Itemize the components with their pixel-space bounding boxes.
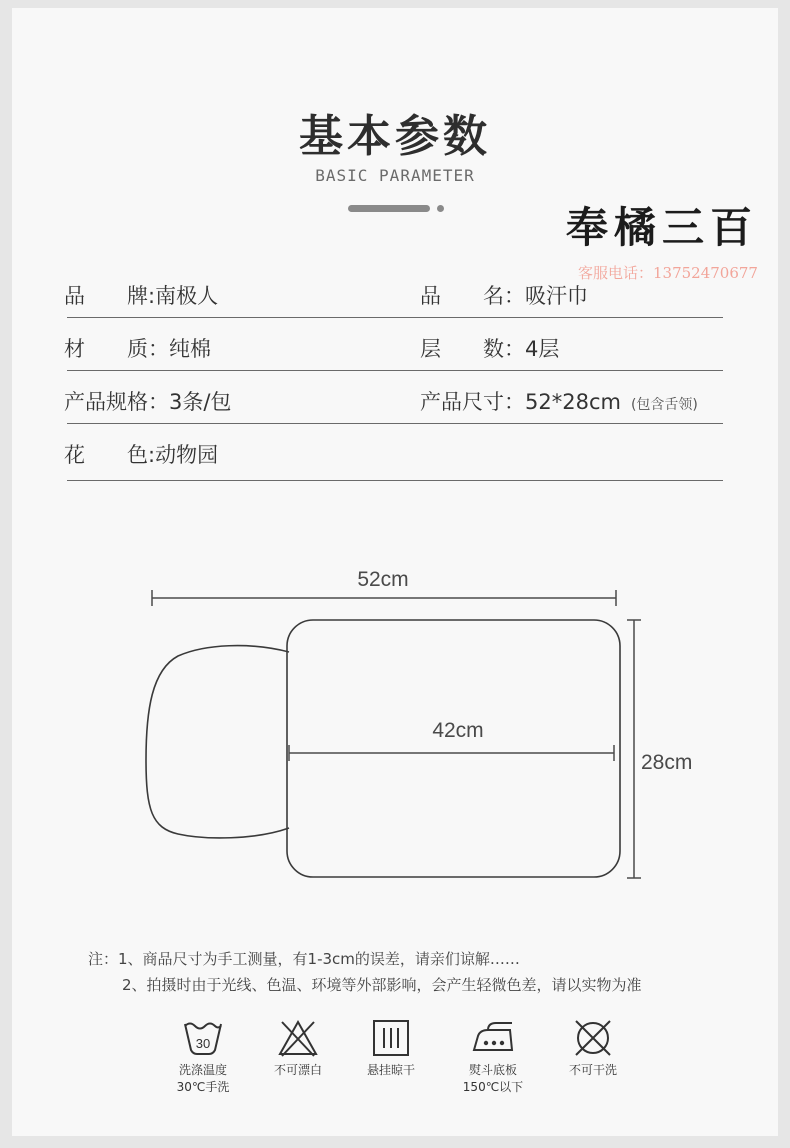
towel-body-outline bbox=[287, 620, 620, 877]
care-hang-label: 悬挂晾干 bbox=[366, 1063, 415, 1077]
care-iron-label-1: 熨斗底板 bbox=[468, 1063, 517, 1077]
param-pattern: 花 色:动物园 bbox=[64, 443, 219, 467]
param-product-name: 品 名：吸汗巾 bbox=[420, 284, 588, 308]
brand-contact: 客服电话：13752470677 bbox=[578, 264, 758, 282]
page-title: 基本参数 bbox=[299, 111, 491, 162]
param-layers: 层 数：4层 bbox=[420, 337, 560, 361]
iron-icon bbox=[468, 1018, 518, 1058]
param-size-note: (包含舌领) bbox=[630, 397, 698, 413]
hand-wash-icon bbox=[181, 1018, 225, 1058]
dimension-total-width bbox=[152, 590, 616, 606]
dimension-total-width-label: 52cm bbox=[357, 568, 409, 591]
care-dryclean-label: 不可干洗 bbox=[568, 1063, 617, 1077]
dimension-height-label: 28cm bbox=[641, 751, 693, 774]
note-line-2: 2、拍摄时由于光线、色温、环境等外部影响，会产生轻微色差，请以实物为准 bbox=[122, 976, 642, 994]
care-iron bbox=[438, 1018, 548, 1096]
brand-logo-text: 奉橘三百 bbox=[566, 203, 759, 252]
param-size bbox=[420, 386, 698, 416]
dimension-body-width bbox=[289, 745, 614, 761]
page-subtitle: BASIC PARAMETER bbox=[315, 166, 475, 185]
care-iron-label-2: 150℃以下 bbox=[462, 1080, 524, 1094]
param-divider-1 bbox=[67, 317, 723, 318]
note-line-1: 注：1、商品尺寸为手工测量，有1-3cm的误差，请亲们谅解…… bbox=[88, 950, 520, 968]
hang-dry-icon bbox=[369, 1018, 413, 1058]
param-brand: 品 牌:南极人 bbox=[64, 284, 219, 308]
param-material: 材 质：纯棉 bbox=[64, 337, 211, 361]
dimension-body-width-label: 42cm bbox=[432, 719, 484, 742]
size-diagram bbox=[0, 560, 790, 900]
notes-block bbox=[88, 946, 642, 998]
wash-temp-label: 30 bbox=[195, 1036, 211, 1051]
dimension-height bbox=[627, 620, 641, 878]
param-divider-2 bbox=[67, 370, 723, 371]
no-bleach-icon bbox=[276, 1018, 320, 1058]
care-wash bbox=[148, 1018, 258, 1096]
care-wash-label-2: 30℃手洗 bbox=[176, 1080, 230, 1094]
param-divider-3 bbox=[67, 423, 723, 424]
param-spec: 产品规格：3条/包 bbox=[64, 390, 232, 414]
towel-collar-outline bbox=[146, 646, 289, 838]
care-hang bbox=[336, 1018, 446, 1079]
care-dryclean bbox=[538, 1018, 648, 1079]
title-underline-dot bbox=[437, 205, 444, 212]
title-underline-bar bbox=[348, 205, 430, 212]
care-bleach-label: 不可漂白 bbox=[273, 1063, 322, 1077]
param-size-value: 产品尺寸：52*28cm bbox=[420, 390, 621, 414]
param-divider-4 bbox=[67, 480, 723, 481]
care-wash-label-1: 洗涤温度 bbox=[178, 1063, 227, 1077]
no-dry-clean-icon bbox=[571, 1018, 615, 1058]
